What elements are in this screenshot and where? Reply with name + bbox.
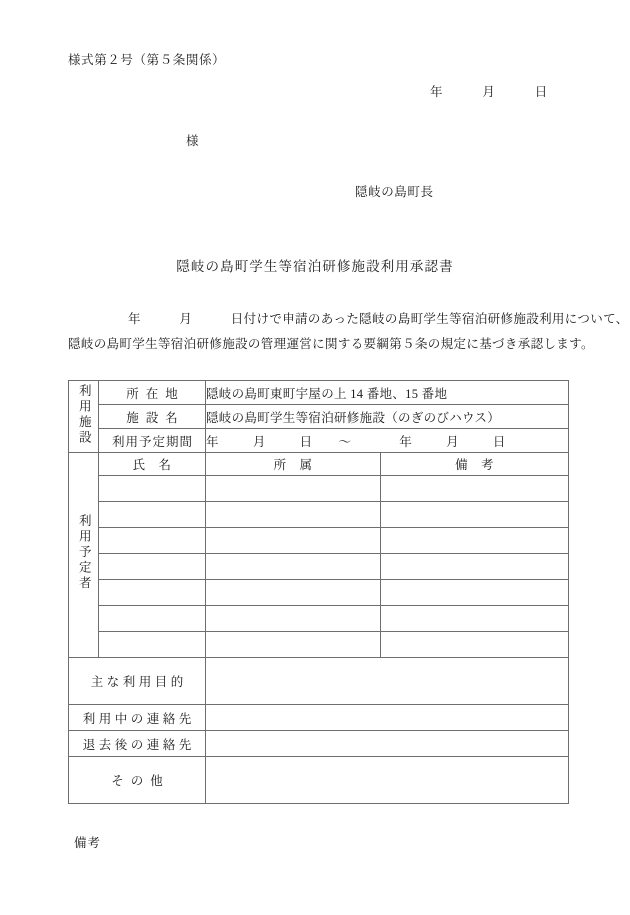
label-period: 利用予定期間 — [99, 429, 206, 453]
table-row — [69, 580, 569, 606]
footer-note-label: 備考 — [74, 836, 102, 850]
value-main-purpose[interactable] — [206, 658, 569, 705]
table-row-other — [69, 757, 569, 804]
column-header-note: 備 考 — [381, 453, 569, 476]
column-header-affiliation: 所 属 — [206, 453, 381, 476]
user-affiliation-cell[interactable] — [206, 476, 381, 502]
table-row-facility-name — [69, 405, 569, 429]
table-row-user-headers — [69, 453, 569, 476]
facility-vertical-label: 利用施設 — [69, 381, 99, 453]
issue-date-blank: 年 月 日 — [430, 85, 548, 99]
period-start-day: 日 — [299, 434, 313, 449]
value-contact-after-departure[interactable] — [206, 731, 569, 757]
value-period[interactable] — [206, 429, 569, 453]
users-vertical-label: 利用予定者 — [69, 453, 99, 658]
body-line-2: 隠岐の島町学生等宿泊研修施設の管理運営に関する要綱第５条の規定に基づき承認します。 — [68, 337, 594, 351]
column-header-name: 氏 名 — [99, 453, 206, 476]
table-row — [69, 606, 569, 632]
user-note-cell[interactable] — [381, 476, 569, 502]
table-row-facility-period — [69, 429, 569, 453]
period-end-month: 月 — [446, 434, 459, 449]
issuer-name — [355, 182, 434, 200]
value-other[interactable] — [206, 757, 569, 804]
user-note-cell[interactable] — [381, 606, 569, 632]
page-title: 隠岐の島町学生等宿泊研修施設利用承認書 — [176, 259, 454, 274]
issuer-text: 隠岐の島町長 — [355, 185, 434, 199]
value-address[interactable]: 隠岐の島町東町宇屋の上 14 番地、15 番地 — [206, 381, 569, 405]
user-note-cell[interactable] — [381, 554, 569, 580]
body-paragraph — [68, 307, 629, 357]
user-note-cell[interactable] — [381, 502, 569, 528]
label-address: 所在地 — [99, 381, 206, 405]
label-main-purpose: 主な利用目的 — [69, 658, 206, 705]
label-contact-during-stay: 利用中の連絡先 — [69, 705, 206, 731]
user-note-cell[interactable] — [381, 528, 569, 554]
user-affiliation-cell[interactable] — [206, 502, 381, 528]
table-row — [69, 502, 569, 528]
user-note-cell[interactable] — [381, 580, 569, 606]
table-row — [69, 528, 569, 554]
label-other: その他 — [69, 757, 206, 804]
user-name-cell[interactable] — [99, 502, 206, 528]
period-end-day: 日 — [492, 434, 506, 449]
period-start-year: 年 — [206, 434, 219, 449]
user-name-cell[interactable] — [99, 528, 206, 554]
user-note-cell[interactable] — [381, 632, 569, 658]
value-contact-during-stay[interactable] — [206, 705, 569, 731]
user-affiliation-cell[interactable] — [206, 528, 381, 554]
recipient-honorific: 様 — [186, 134, 200, 148]
form-number: 様式第２号（第５条関係） — [68, 53, 226, 67]
user-name-cell[interactable] — [99, 632, 206, 658]
table-row-contact-after — [69, 731, 569, 757]
body-line-1 — [68, 307, 629, 332]
table-row — [69, 476, 569, 502]
table-row-contact-during — [69, 705, 569, 731]
user-affiliation-cell[interactable] — [206, 632, 381, 658]
period-separator: ～ — [338, 434, 352, 449]
table-row — [69, 632, 569, 658]
period-end-year: 年 — [399, 434, 413, 449]
table-row-facility-address — [69, 381, 569, 405]
user-affiliation-cell[interactable] — [206, 580, 381, 606]
table-row — [69, 554, 569, 580]
user-affiliation-cell[interactable] — [206, 554, 381, 580]
body-line-1-text: 年 月 日付けで申請のあった隠岐の島町学生等宿泊研修施設利用について、 — [128, 312, 629, 326]
table-row-purpose — [69, 658, 569, 705]
user-name-cell[interactable] — [99, 476, 206, 502]
application-table — [68, 380, 569, 804]
period-start-month: 月 — [252, 434, 266, 449]
user-affiliation-cell[interactable] — [206, 606, 381, 632]
user-name-cell[interactable] — [99, 580, 206, 606]
label-facility-name: 施設名 — [99, 405, 206, 429]
user-name-cell[interactable] — [99, 554, 206, 580]
label-contact-after-departure: 退去後の連絡先 — [69, 731, 206, 757]
user-name-cell[interactable] — [99, 606, 206, 632]
value-facility-name[interactable]: 隠岐の島町学生等宿泊研修施設（のぎのびハウス） — [206, 405, 569, 429]
